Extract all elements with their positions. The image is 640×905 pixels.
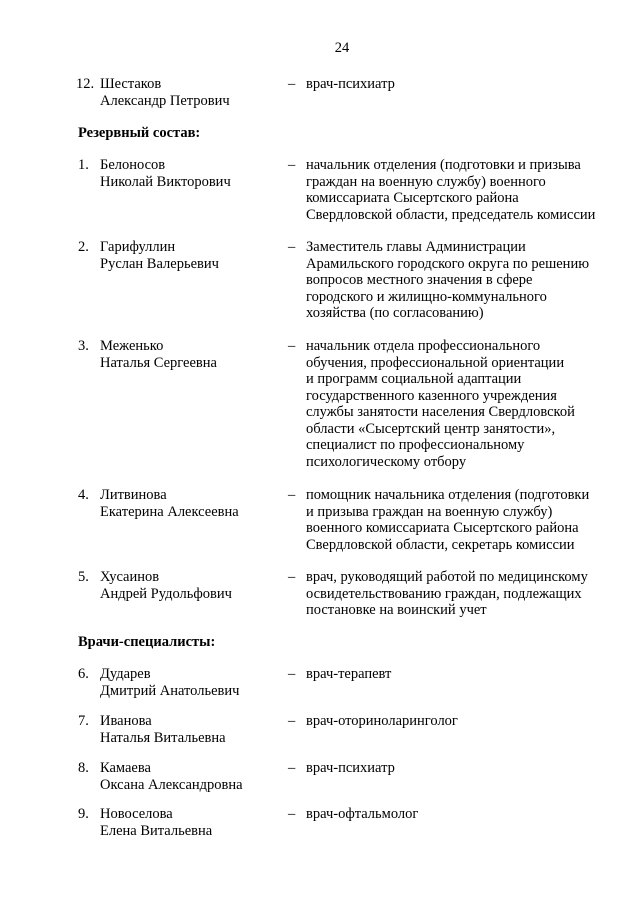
member-name — [100, 713, 280, 746]
member-role: врач-офтальмолог — [306, 806, 419, 822]
role-line: освидетельствованию граждан, подлежащих — [306, 585, 582, 602]
role-line: области «Сысертский центр занятости», — [306, 420, 556, 437]
member-role — [306, 487, 624, 553]
role-line: хозяйства (по согласованию) — [306, 305, 484, 321]
item-number: 4. — [78, 487, 89, 503]
member-name — [100, 338, 280, 371]
role-line: и программ социальной адаптации — [306, 371, 522, 387]
member-surname: Меженько — [100, 338, 164, 354]
member-surname: Камаева — [100, 760, 151, 776]
dash-separator: – — [288, 760, 296, 776]
item-number: 3. — [78, 338, 89, 354]
dash-separator: – — [288, 666, 296, 682]
role-line: Свердловской области, председатель комиссии — [306, 206, 596, 223]
item-number: 6. — [78, 666, 89, 682]
member-given-name: Оксана Александровна — [100, 776, 243, 793]
item-number: 12. — [76, 76, 95, 92]
member-given-name: Руслан Валерьевич — [100, 255, 219, 272]
role-line: граждан на военную службу) военного — [306, 173, 546, 190]
item-number: 7. — [78, 713, 89, 729]
role-line: обучения, профессиональной ориентации — [306, 354, 565, 371]
member-name — [100, 239, 280, 272]
role-line: врач, руководящий работой по медицинскому — [306, 569, 588, 585]
role-line: государственного казенного учреждения — [306, 387, 557, 404]
item-number: 9. — [78, 806, 89, 822]
member-given-name: Дмитрий Анатольевич — [100, 682, 240, 699]
role-line: комиссариата Сысертского района — [306, 190, 519, 206]
section-heading-specialists: Врачи-специалисты: — [78, 634, 216, 650]
member-role: врач-терапевт — [306, 666, 392, 682]
role-line: постановке на воинский учет — [306, 602, 487, 618]
dash-separator: – — [288, 713, 296, 729]
member-name — [100, 760, 280, 793]
member-name — [100, 569, 280, 602]
dash-separator: – — [288, 239, 296, 255]
member-role — [306, 569, 624, 619]
member-given-name: Наталья Витальевна — [100, 729, 226, 746]
dash-separator: – — [288, 338, 296, 354]
member-name — [100, 487, 280, 520]
member-given-name: Андрей Рудольфович — [100, 585, 232, 602]
member-name — [100, 666, 280, 699]
role-line: специалист по профессиональному — [306, 437, 525, 453]
member-role: врач-оториноларинголог — [306, 713, 458, 729]
member-role — [306, 157, 624, 223]
role-line: вопросов местного значения в сфере — [306, 272, 533, 288]
role-line: и призыва граждан на военную службу) — [306, 503, 553, 520]
member-surname: Хусаинов — [100, 569, 160, 585]
role-line: военного комиссариата Сысертского района — [306, 520, 579, 536]
member-role — [306, 338, 624, 470]
member-surname: Литвинова — [100, 487, 167, 503]
member-given-name: Николай Викторович — [100, 173, 231, 190]
member-name — [100, 157, 280, 190]
dash-separator: – — [288, 569, 296, 585]
role-line: начальник отделения (подготовки и призыва — [306, 157, 581, 173]
member-surname: Дударев — [100, 666, 151, 682]
member-surname: Белоносов — [100, 157, 166, 173]
role-line: психологическому отбору — [306, 453, 467, 470]
role-line: начальник отдела профессионального — [306, 338, 541, 354]
dash-separator: – — [288, 806, 296, 822]
dash-separator: – — [288, 157, 296, 173]
member-name — [100, 806, 280, 839]
item-number: 1. — [78, 157, 89, 173]
member-role — [306, 239, 624, 322]
role-line: Арамильского городского округа по решению — [306, 255, 590, 272]
page-number: 24 — [334, 40, 350, 56]
item-number: 2. — [78, 239, 89, 255]
item-number: 5. — [78, 569, 89, 585]
member-surname: Гарифуллин — [100, 239, 176, 255]
role-line: службы занятости населения Свердловской — [306, 404, 575, 420]
member-role: врач-психиатр — [306, 760, 395, 776]
item-number: 8. — [78, 760, 89, 776]
role-line: Свердловской области, секретарь комиссии — [306, 536, 575, 553]
role-line: городского и жилищно-коммунального — [306, 288, 547, 305]
role-line: помощник начальника отделения (подготовки — [306, 487, 590, 503]
member-name — [100, 76, 280, 109]
member-surname: Новоселова — [100, 806, 173, 822]
section-heading-reserve: Резервный состав: — [78, 125, 201, 141]
dash-separator: – — [288, 487, 296, 503]
member-role: врач-психиатр — [306, 76, 395, 92]
role-line: Заместитель главы Администрации — [306, 239, 526, 255]
member-given-name: Екатерина Алексеевна — [100, 503, 239, 520]
member-surname: Иванова — [100, 713, 152, 729]
member-given-name: Елена Витальевна — [100, 822, 213, 839]
dash-separator: – — [288, 76, 296, 92]
member-given-name: Наталья Сергеевна — [100, 354, 217, 371]
member-given-name: Александр Петрович — [100, 92, 230, 109]
member-surname: Шестаков — [100, 76, 162, 92]
